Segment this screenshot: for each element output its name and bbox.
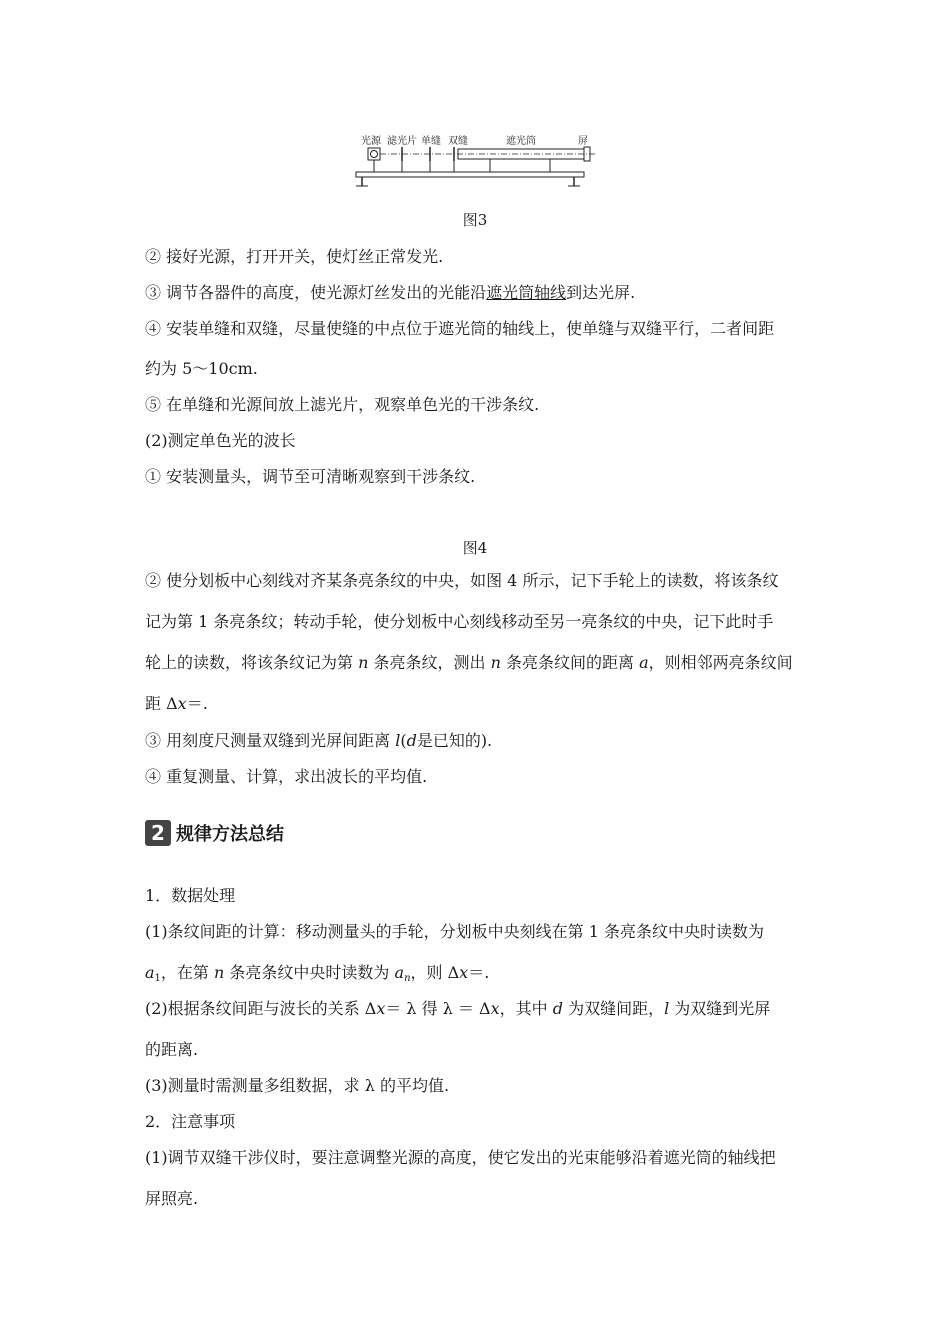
var-n: n [490, 653, 501, 672]
text: ，在第 [160, 963, 215, 982]
step-3-end: 到达光屏. [566, 283, 636, 302]
text: ＝. [468, 963, 490, 982]
text: 轮上的读数，将该条纹记为第 [145, 653, 359, 672]
sub-n: n [404, 973, 411, 984]
text: 条亮条纹，测出 [368, 653, 491, 672]
sub-1: 1 [154, 973, 161, 984]
note-1-line2: 屏照亮. [145, 1189, 199, 1208]
var-n: n [358, 653, 369, 672]
section-heading [145, 820, 284, 846]
measure-step-1: ① 安装测量头，调节至可清晰观察到干涉条纹. [145, 467, 476, 486]
summary-heading-1: 1．数据处理 [145, 886, 236, 905]
measure-title: (2)测定单色光的波长 [145, 431, 296, 450]
text: ，则相邻两亮条纹间 [648, 653, 793, 672]
var-d: d [552, 999, 563, 1018]
measure-step-2-line1: ② 使分划板中心刻线对齐某条亮条纹的中央，如图 4 所示，记下手轮上的读数，将该条纹 [145, 571, 779, 590]
text: 距 Δ [145, 694, 178, 713]
var-d: d [406, 731, 417, 750]
text: ，则 Δ [410, 963, 460, 982]
step-4-line1: ④ 安装单缝和双缝，尽量使缝的中点位于遮光筒的轴线上，使单缝与双缝平行，二者间距 [145, 319, 775, 338]
measure-step-4: ④ 重复测量、计算，求出波长的平均值. [145, 767, 428, 786]
text: ③ 用刻度尺测量双缝到光屏间距离 [145, 731, 396, 750]
summary-p1-line1: (1)条纹间距的计算：移动测量头的手轮，分划板中央刻线在第 1 条亮条纹中央时读数为 [145, 922, 765, 941]
text: 为双缝到光屏 [669, 999, 771, 1018]
apparatus-diagram [350, 128, 600, 190]
label-filter: 滤光片 [387, 136, 417, 147]
text: 为双缝间距， [563, 999, 665, 1018]
figure3-caption: 图3 [462, 211, 488, 229]
var-x: x [490, 999, 500, 1018]
label-light-source: 光源 [361, 136, 381, 147]
label-screen: 屏 [578, 136, 588, 147]
step-3 [145, 283, 635, 303]
summary-p3: (3)测量时需测量多组数据，求 λ 的平均值. [145, 1076, 450, 1095]
var-a: a [639, 653, 649, 672]
text: 条亮条纹间的距离 [500, 653, 640, 672]
measure-step-2-line2: 记为第 1 条亮条纹；转动手轮，使分划板中心刻线移动至另一亮条纹的中央，记下此时手 [145, 612, 774, 631]
summary-p2-line1 [145, 999, 770, 1019]
text: ( [400, 731, 407, 750]
label-hood: 遮光筒 [506, 136, 536, 147]
var-l: l [395, 731, 401, 750]
label-double-slit: 双缝 [448, 136, 468, 147]
text: ，其中 [499, 999, 553, 1018]
step-3-text: ③ 调节各器件的高度，使光源灯丝发出的光能沿 [145, 283, 487, 302]
text: ＝ λ 得 λ ＝ Δ [385, 999, 491, 1018]
figure4-caption: 图4 [462, 539, 488, 557]
note-1-line1: (1)调节双缝干涉仪时，要注意调整光源的高度，使它发出的光束能够沿着遮光筒的轴线把 [145, 1148, 776, 1167]
var-x: x [459, 963, 469, 982]
text: 是已知的). [416, 731, 493, 750]
var-n: n [214, 963, 225, 982]
section-number-badge: 2 [145, 820, 171, 846]
hood-axis-underlined: 遮光筒轴线 [486, 283, 567, 302]
step-4-line2: 约为 5～10cm. [145, 359, 258, 378]
label-single-slit: 单缝 [421, 136, 441, 147]
step-5: ⑤ 在单缝和光源间放上滤光片，观察单色光的干涉条纹. [145, 395, 540, 414]
var-a1: a [145, 963, 155, 982]
text: ＝. [186, 694, 208, 713]
text: 条亮条纹中央时读数为 [224, 963, 395, 982]
text: (2)根据条纹间距与波长的关系 Δ [145, 999, 377, 1018]
section-title: 规律方法总结 [176, 824, 284, 845]
measure-step-2-line4 [145, 694, 208, 714]
var-x: x [376, 999, 386, 1018]
summary-heading-2: 2．注意事项 [145, 1112, 236, 1131]
summary-p1-line2 [145, 963, 489, 989]
step-2: ② 接好光源，打开开关，使灯丝正常发光. [145, 247, 444, 266]
var-l: l [664, 999, 670, 1018]
summary-p2-line2: 的距离. [145, 1040, 199, 1059]
measure-step-2-line3 [145, 653, 793, 673]
measure-step-3 [145, 731, 492, 751]
var-an: a [394, 963, 405, 982]
var-x: x [177, 694, 187, 713]
